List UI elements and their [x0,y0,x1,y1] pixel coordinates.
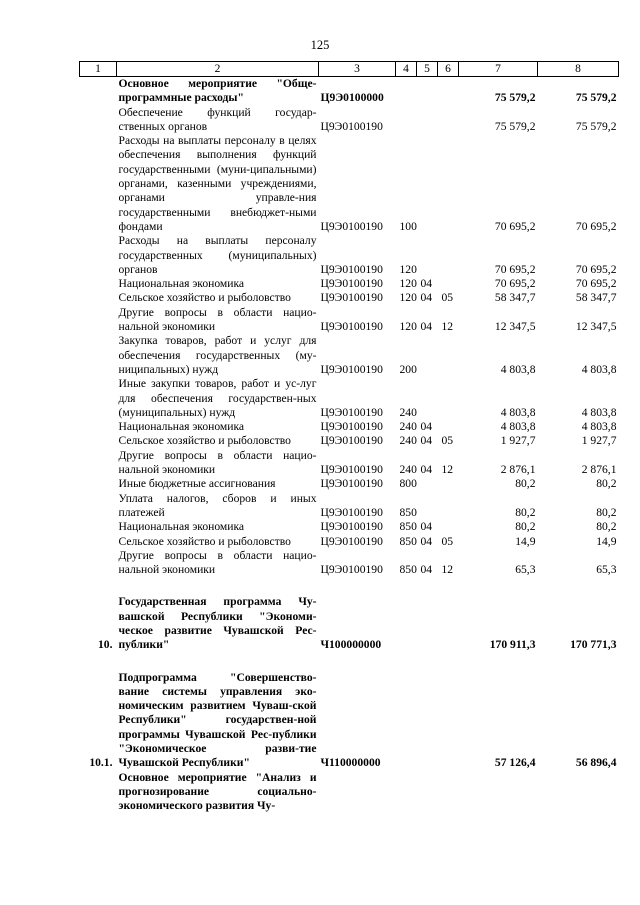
row-index [80,291,117,305]
row-code: Ц9Э0100190 [320,520,383,534]
row-code: Ч110000000 [320,756,381,770]
row-name: Расходы на выплаты персоналу государственных (муниципальных) органов [118,234,317,276]
header-col-6: 6 [438,62,459,77]
row-amount-col8: 14,9 [596,534,617,548]
row-section [417,77,438,106]
row-expense-type: 240 [399,405,417,419]
row-subsection: 05 [441,434,454,448]
row-code: Ц9Э0100190 [320,534,383,548]
row-code: Ц9Э0100190 [320,420,383,434]
row-expense-type [396,595,417,652]
row-name: Национальная экономика [118,277,245,291]
row-subsection [438,595,459,652]
row-subsection [438,234,459,277]
row-amount-col8: 4 803,8 [581,405,617,419]
row-amount-col8: 2 876,1 [581,463,617,477]
table-row [80,549,619,578]
row-section: 04 [420,534,433,548]
row-amount-col7: 65,3 [515,563,536,577]
table-row [80,77,619,106]
row-index [80,334,117,377]
row-amount-col7: 80,2 [515,477,536,491]
row-amount-col7: 58 347,7 [494,291,536,305]
row-index [80,234,117,277]
row-name: Сельское хозяйство и рыболовство [118,534,291,548]
header-row [80,62,619,77]
row-index: 10.1. [89,756,113,770]
header-col-3: 3 [319,62,396,77]
row-subsection [438,477,459,491]
row-subsection: 12 [441,320,454,334]
row-amount-col7: 4 803,8 [500,420,536,434]
header-col-4: 4 [396,62,417,77]
row-code: Ц9Э0100190 [320,463,383,477]
row-section: 04 [420,520,433,534]
row-subsection: 05 [441,291,454,305]
row-amount-col8: 1 927,7 [581,434,617,448]
row-subsection [438,334,459,377]
row-subsection [438,106,459,135]
row-index [80,134,117,234]
row-expense-type [396,671,417,771]
row-subsection [438,420,459,434]
spacer-row [80,577,619,595]
row-code: Ц9Э0100190 [320,277,383,291]
row-expense-type: 850 [399,563,417,577]
table-row [80,492,619,521]
table-row [80,106,619,135]
row-code: Ц9Э0100190 [320,291,383,305]
row-code: Ц9Э0100190 [320,434,383,448]
row-name: Обеспечение функций государ-ственных органов [118,105,317,133]
table-row [80,234,619,277]
row-amount-col8: 70 695,2 [575,219,617,233]
row-name: Иные закупки товаров, работ и ус-луг для обеспечения государствен-ных (муниципальных) нужд [118,377,317,419]
row-amount-col8: 65,3 [596,563,617,577]
row-index [80,306,117,335]
row-expense-type: 850 [399,520,417,534]
row-amount-col8: 70 695,2 [575,262,617,276]
row-expense-type: 240 [399,434,417,448]
table-row [80,477,619,491]
row-amount-col7: 4 803,8 [500,405,536,419]
table-row [80,134,619,234]
row-subsection [438,671,459,771]
row-index [80,477,117,491]
row-amount-col7: 57 126,4 [494,756,536,770]
row-amount-col7: 75 579,2 [494,119,536,133]
header-col-8: 8 [538,62,619,77]
row-section [417,234,438,277]
row-amount-col8: 70 695,2 [575,277,617,291]
row-section [417,134,438,234]
row-expense-type [396,77,417,106]
row-amount-col8: 4 803,8 [581,420,617,434]
row-amount-col7: 4 803,8 [500,362,536,376]
row-name: Уплата налогов, сборов и иных платежей [118,491,317,519]
header-col-2: 2 [117,62,319,77]
row-code [319,771,396,814]
table-row [80,771,619,814]
table-row [80,377,619,420]
row-code: Ц9Э0100190 [320,505,383,519]
row-amount-col7: 75 579,2 [494,91,536,105]
row-name: Закупка товаров, работ и услуг для обеспечения государственных (му-ниципальных) нужд [118,334,317,376]
row-expense-type: 240 [399,463,417,477]
spacer-cell [80,653,619,671]
row-expense-type: 120 [399,277,417,291]
row-expense-type: 100 [399,219,417,233]
spacer-row [80,653,619,671]
table-row [80,535,619,549]
row-expense-type: 240 [399,420,417,434]
row-name: Основное мероприятие "Обще-программные расходы" [118,77,317,105]
row-code: Ц9Э0100190 [320,320,383,334]
row-index [80,549,117,578]
row-section: 04 [420,320,433,334]
row-index [80,277,117,291]
row-section [417,106,438,135]
row-name: Национальная экономика [118,420,245,434]
header-col-5: 5 [417,62,438,77]
row-code: Ц9Э0100190 [320,477,383,491]
row-name: Подпрограмма "Совершенство-вание системы управления эко-номическим развитием Чуваш-ской Республики" государствен-ной программы Чувашской Рес-публики "Экономическое разви-тие Чувашской Республики" [118,670,317,770]
row-expense-type: 200 [399,362,417,376]
row-expense-type: 120 [399,320,417,334]
row-name: Другие вопросы в области нацио-нальной экономики [118,448,317,477]
row-amount-col8: 80,2 [596,505,617,519]
table-row [80,306,619,335]
row-index: 10. [98,638,113,652]
budget-table [79,61,619,814]
row-amount-col8: 12 347,5 [575,320,617,334]
row-section [417,771,438,814]
row-amount-col7: 70 695,2 [494,262,536,276]
row-amount-col8: 58 347,7 [575,291,617,305]
row-subsection [438,77,459,106]
row-amount-col8: 80,2 [596,477,617,491]
row-section: 04 [420,291,433,305]
row-name: Иные бюджетные ассигнования [118,477,276,491]
row-amount-col8: 75 579,2 [575,91,617,105]
row-index [80,106,117,135]
table-row [80,434,619,448]
row-code: Ц9Э0100190 [320,563,383,577]
row-name: Основное мероприятие "Анализ и прогнозирование социально-экономического развития Чу- [118,770,317,813]
row-section [417,671,438,771]
row-amount-col7: 80,2 [515,505,536,519]
row-code: Ц9Э0100190 [320,362,383,376]
row-section [417,377,438,420]
row-index [80,771,117,814]
row-subsection [438,377,459,420]
row-amount-col7: 2 876,1 [500,463,536,477]
row-amount-col7: 14,9 [515,534,536,548]
table-row [80,671,619,771]
row-section: 04 [420,434,433,448]
row-name: Другие вопросы в области нацио-нальной экономики [118,548,317,577]
row-section [417,595,438,652]
row-code: Ц9Э0100190 [320,405,383,419]
row-name: Расходы на выплаты персоналу в целях обеспечения выполнения функций государственными (муни-ципальными) органами, казенными учреждениями, органами управле-ния государственными внебюджет-ными фондами [118,134,317,233]
header-col-1: 1 [80,62,117,77]
row-expense-type: 850 [399,534,417,548]
row-section [417,492,438,521]
row-amount-col8: 80,2 [596,520,617,534]
row-amount-col7 [459,771,538,814]
table-row [80,520,619,534]
row-amount-col8: 170 771,3 [570,638,617,652]
row-expense-type: 120 [399,291,417,305]
row-expense-type: 800 [399,477,417,491]
row-subsection [438,492,459,521]
row-amount-col7: 70 695,2 [494,219,536,233]
header-col-7: 7 [459,62,538,77]
row-code: Ч100000000 [320,638,382,652]
table-row [80,420,619,434]
row-subsection [438,134,459,234]
row-section: 04 [420,277,433,291]
table-row [80,277,619,291]
row-amount-col8 [538,771,619,814]
spacer-cell [80,577,619,595]
row-name: Национальная экономика [118,520,245,534]
row-section: 04 [420,563,433,577]
row-section: 04 [420,463,433,477]
row-subsection [438,520,459,534]
row-subsection [438,277,459,291]
row-amount-col8: 4 803,8 [581,362,617,376]
row-subsection: 12 [441,563,454,577]
row-expense-type [396,106,417,135]
row-section: 04 [420,420,433,434]
row-code: Ц9Э0100000 [320,91,384,105]
row-amount-col7: 70 695,2 [494,277,536,291]
row-index [80,420,117,434]
row-code: Ц9Э0100190 [320,119,383,133]
row-section [417,334,438,377]
page-number: 125 [310,38,330,52]
row-name: Сельское хозяйство и рыболовство [118,291,291,305]
row-index [80,377,117,420]
row-index [80,535,117,549]
row-index [80,449,117,478]
row-name: Сельское хозяйство и рыболовство [118,434,291,448]
row-subsection: 12 [441,463,454,477]
row-section [417,477,438,491]
table-row [80,449,619,478]
row-amount-col7: 12 347,5 [494,320,536,334]
table-row [80,595,619,652]
row-amount-col7: 170 911,3 [489,638,536,652]
row-name: Другие вопросы в области нацио-нальной экономики [118,305,317,334]
row-subsection: 05 [441,534,454,548]
row-expense-type: 120 [399,262,417,276]
row-index [80,77,117,106]
row-index [80,492,117,521]
row-code: Ц9Э0100190 [320,262,383,276]
table-row [80,291,619,305]
row-index [80,434,117,448]
row-expense-type [396,771,417,814]
row-amount-col8: 75 579,2 [575,119,617,133]
table-row [80,334,619,377]
row-subsection [438,771,459,814]
row-amount-col8: 56 896,4 [575,756,617,770]
row-expense-type: 850 [399,505,417,519]
row-name: Государственная программа Чу-вашской Республики "Экономи-ческое развитие Чувашской Рес-публики" [118,595,317,652]
row-amount-col7: 1 927,7 [500,434,536,448]
row-code: Ц9Э0100190 [320,219,383,233]
row-index [80,520,117,534]
row-amount-col7: 80,2 [515,520,536,534]
